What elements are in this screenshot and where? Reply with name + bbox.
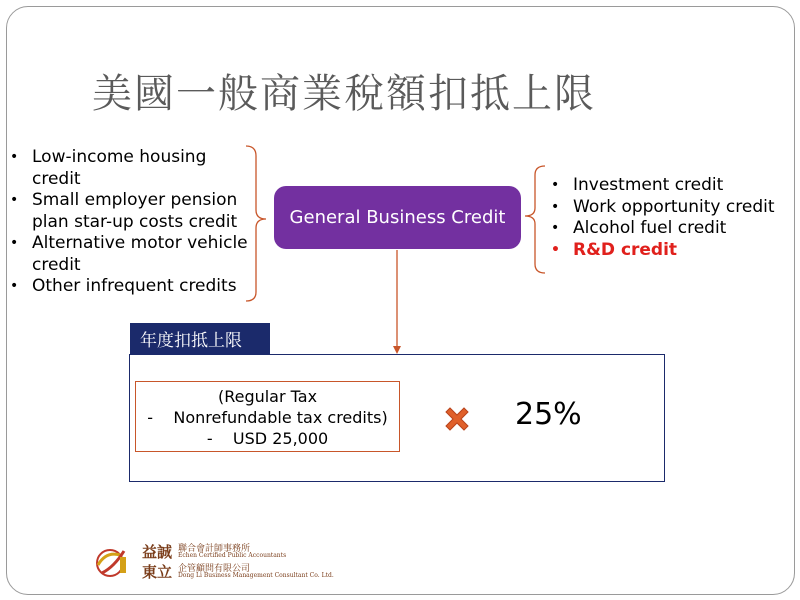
logo-subtitle-2: 企管顧問有限公司 bbox=[178, 564, 251, 574]
logo-subtitle-1-en: Echen Certified Public Accountants bbox=[178, 552, 287, 559]
logo-name-1: 益誠 bbox=[142, 543, 173, 561]
logo-mark-icon bbox=[90, 545, 134, 579]
logo-name-2: 東立 bbox=[142, 563, 173, 581]
list-item: • Other infrequent credits bbox=[4, 276, 249, 298]
list-item: • Alcohol fuel credit bbox=[545, 218, 795, 240]
list-item: • Small employer pension plan star-up costs credit bbox=[4, 190, 249, 233]
formula-line-2: - Nonrefundable tax credits) bbox=[147, 408, 388, 427]
list-item: • Work opportunity credit bbox=[545, 197, 795, 219]
percent-value: 25% bbox=[515, 397, 582, 432]
list-item: • Low-income housing credit bbox=[4, 147, 249, 190]
general-business-credit-box bbox=[274, 186, 521, 249]
formula-line-1: (Regular Tax bbox=[217, 387, 318, 406]
list-item-highlight: • R&D credit bbox=[545, 240, 795, 262]
right-brace bbox=[525, 166, 545, 273]
annual-limit-tab bbox=[130, 323, 270, 354]
logo-subtitle-1: 聯合會計師事務所 bbox=[178, 544, 251, 554]
down-arrow-head bbox=[393, 346, 401, 354]
slide-title: 美國一般商業稅額扣抵上限 bbox=[92, 71, 596, 117]
list-item: • Alternative motor vehicle credit bbox=[4, 233, 249, 276]
formula-box bbox=[135, 381, 400, 452]
formula-line-3: - USD 25,000 bbox=[206, 429, 329, 448]
right-credit-list bbox=[545, 175, 795, 261]
center-box-label: General Business Credit bbox=[289, 207, 506, 228]
company-logo bbox=[90, 541, 334, 581]
annual-limit-label: 年度扣抵上限 bbox=[140, 331, 242, 351]
multiply-x-icon bbox=[442, 404, 472, 434]
logo-subtitle-2-en: Dong Li Business Management Consultant Co. Ltd. bbox=[178, 572, 334, 579]
left-brace bbox=[246, 146, 266, 301]
list-item: • Investment credit bbox=[545, 175, 795, 197]
